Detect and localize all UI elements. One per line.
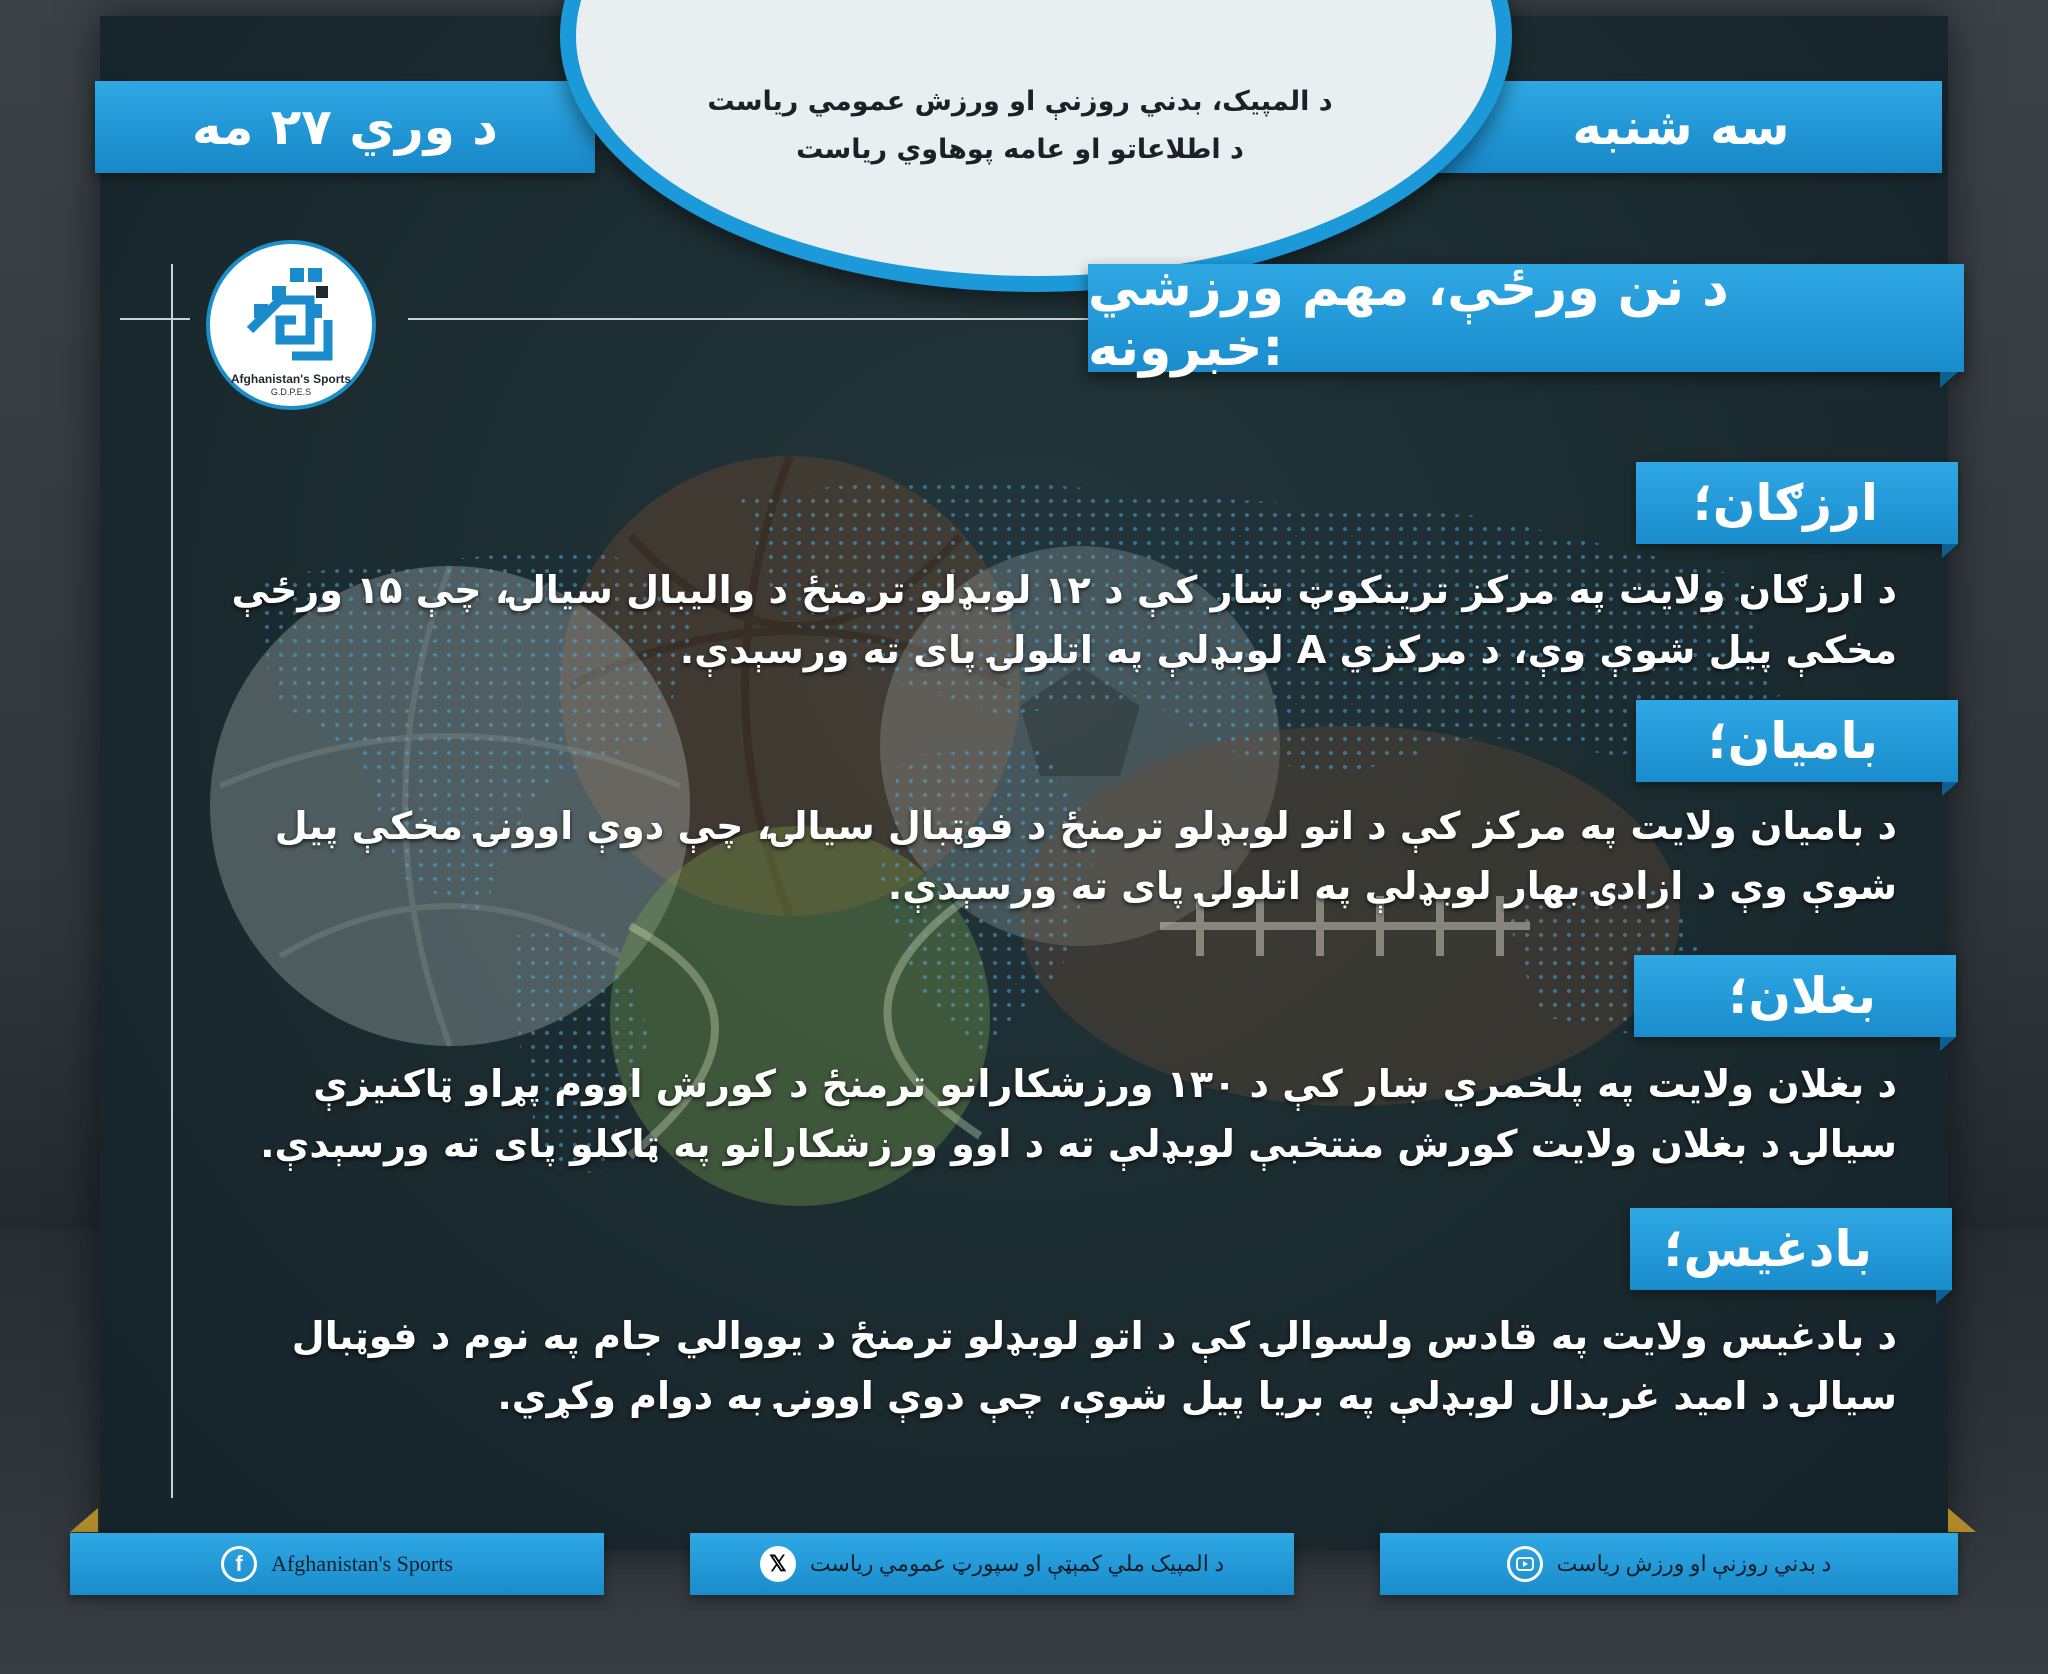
page-title-box	[1088, 258, 1964, 378]
footer-corner-right	[1948, 1508, 1976, 1532]
date-label: د وري ۲۷ مه	[192, 98, 498, 156]
x-icon: 𝕏	[760, 1546, 796, 1582]
date-banner	[95, 81, 595, 173]
divider-horizontal-right	[408, 318, 1108, 320]
section-heading: بامیان؛	[1707, 712, 1878, 770]
section-text: د بادغیس ولایت په قادس ولسوالۍ کې د اتو لوبډلو ترمنځ د یووالي جام په نوم د فوټبال سیالۍ د امید غربدال لوبډلې په بریا پیل شوې، چې دوې اوونۍ به دوام وکړي.	[291, 1314, 1897, 1418]
afghanistan-sports-logo	[206, 240, 376, 410]
facebook-icon: f	[221, 1546, 257, 1582]
facebook-link[interactable]	[70, 1533, 604, 1595]
title-fold	[1940, 372, 1958, 388]
logo-name: Afghanistan's Sports	[230, 372, 352, 386]
organization-header	[640, 78, 1400, 174]
section-heading-box	[1636, 462, 1958, 544]
section-text: د بامیان ولایت په مرکز کې د اتو لوبډلو ترمنځ د فوټبال سیالۍ، چې دوې اوونۍ مخکې پیل شوې وې د ازادۍ بهار لوبډلې په اتلولۍ پای ته ورسېدې.	[274, 804, 1897, 908]
youtube-label: د بدني روزنې او ورزش ریاست	[1556, 1551, 1832, 1576]
section-text: د ارزګان ولایت په مرکز ترینکوټ ښار کې د ۱۲ لوبډلو ترمنځ د والیبال سیالۍ، چې ۱۵ ورځې مخکې پیل شوې وې، د مرکزي A لوبډلې په اتلولۍ پای ته ورسېدې.	[231, 568, 1897, 672]
section-heading: ارزګان؛	[1692, 474, 1878, 532]
divider-vertical	[171, 264, 173, 1498]
logo-mark-icon	[232, 260, 352, 370]
section-heading-box	[1630, 1208, 1952, 1290]
youtube-link[interactable]	[1380, 1533, 1958, 1595]
facebook-label: Afghanistan's Sports	[271, 1551, 453, 1576]
section-heading-box	[1636, 700, 1958, 782]
footer-corner-left	[70, 1508, 98, 1532]
section-heading: بغلان؛	[1728, 967, 1876, 1025]
organization-line-2: د اطلاعاتو او عامه پوهاوي ریاست	[796, 134, 1244, 165]
section-heading-box	[1634, 955, 1956, 1037]
section-fold	[1942, 782, 1958, 796]
section-fold	[1940, 1037, 1956, 1051]
youtube-icon	[1507, 1546, 1543, 1582]
section-fold	[1942, 544, 1958, 558]
divider-horizontal-left	[120, 318, 190, 320]
page-title: د نن ورځې، مهم ورزشي خبرونه:	[1088, 258, 1729, 378]
section-heading: بادغیس؛	[1663, 1220, 1872, 1278]
x-label: د المپیک ملي کمېټې او سپورټ عمومي ریاست	[809, 1551, 1225, 1576]
logo-abbreviation: G.D.P.E.S	[270, 387, 312, 397]
section-text: د بغلان ولایت په پلخمري ښار کې د ۱۳۰ ورزشکارانو ترمنځ د کورش اووم پړاو ټاکنیزې سیالۍ د بغلان ولایت کورش منتخبې لوبډلې ته د اوو ورزشکارانو په ټاکلو پای ته ورسېدې.	[260, 1062, 1897, 1166]
x-link[interactable]	[690, 1533, 1294, 1595]
day-label: سه شنبه	[1572, 98, 1790, 156]
organization-line-1: د المپیک، بدني روزنې او ورزش عمومي ریاست	[707, 86, 1333, 117]
section-fold	[1936, 1290, 1952, 1304]
